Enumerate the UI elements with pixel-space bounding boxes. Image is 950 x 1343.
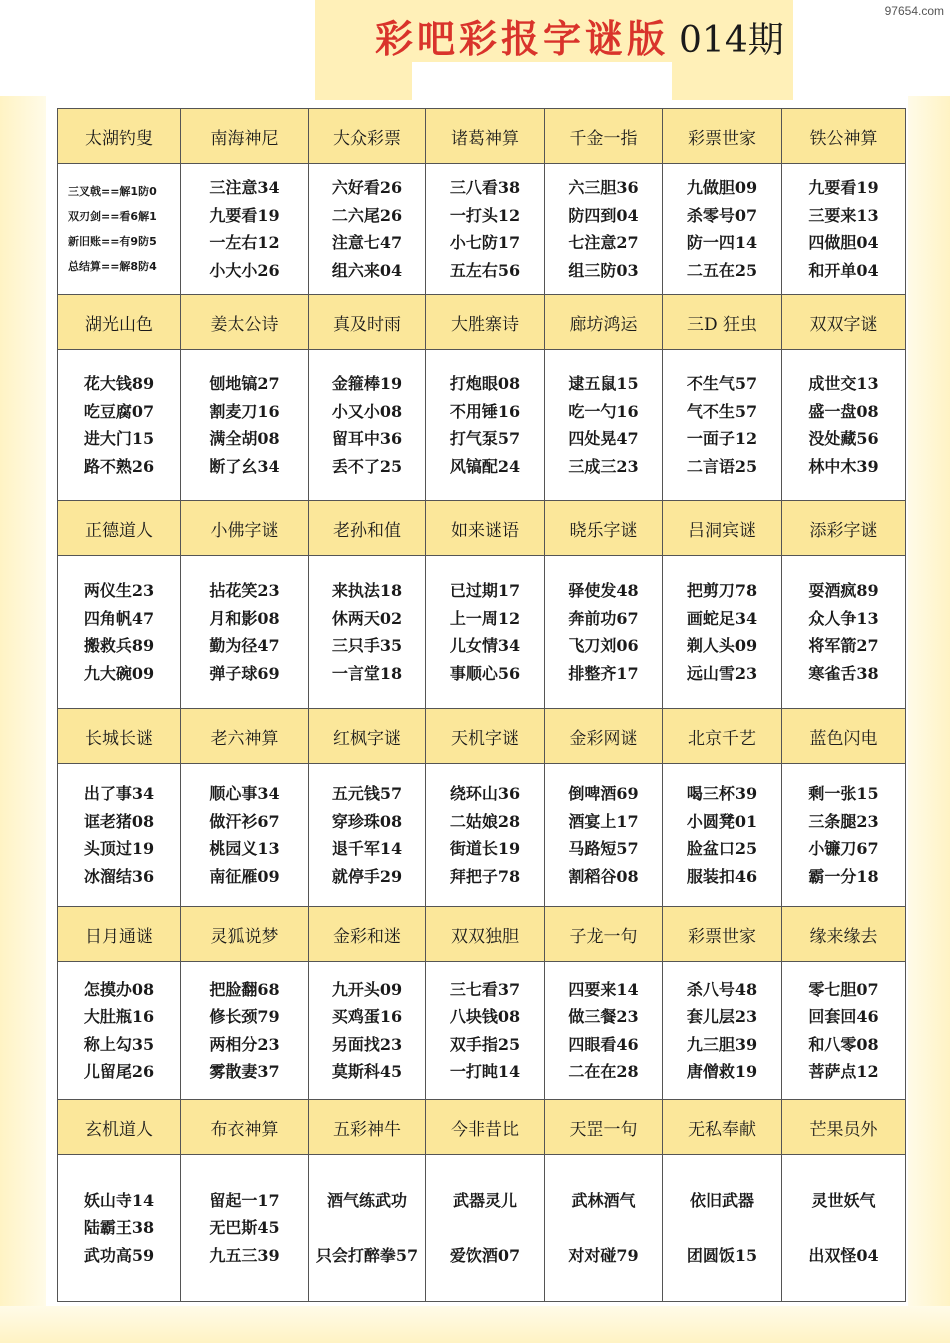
riddle-cell bbox=[782, 764, 906, 907]
riddle-line: 把剪刀78 bbox=[686, 581, 758, 600]
riddle-line: 寒雀舌38 bbox=[808, 663, 879, 683]
source-name: 姜太公诗 bbox=[181, 295, 309, 350]
riddle-line: 武功高59 bbox=[83, 1245, 155, 1265]
riddle-line: 武器灵儿 bbox=[452, 1190, 517, 1210]
riddle-cell bbox=[782, 164, 906, 295]
riddle-line: 倒啤酒69 bbox=[568, 784, 639, 803]
riddle-line: 爱饮酒07 bbox=[449, 1245, 521, 1265]
riddle-line: 路不熟26 bbox=[83, 456, 155, 476]
riddle-line: 诓老猪08 bbox=[83, 811, 155, 831]
source-name: 吕洞宾谜 bbox=[663, 501, 782, 556]
riddle-cell bbox=[426, 350, 545, 501]
source-name: 湖光山色 bbox=[58, 295, 181, 350]
source-name: 布衣神算 bbox=[181, 1100, 309, 1155]
riddle-line: 来执法18 bbox=[331, 581, 403, 600]
riddle-row bbox=[58, 164, 906, 295]
riddle-cell bbox=[545, 962, 663, 1100]
riddle-line: 二姑娘28 bbox=[449, 811, 521, 831]
riddle-cell bbox=[309, 764, 426, 907]
source-name: 天机字谜 bbox=[426, 709, 545, 764]
riddle-line: 丢不了25 bbox=[331, 456, 403, 476]
riddle-line: 驿使发48 bbox=[568, 581, 639, 600]
riddle-line: 组三防03 bbox=[568, 260, 639, 280]
riddle-cell bbox=[309, 1155, 426, 1302]
riddle-line: 大肚瓶16 bbox=[83, 1007, 155, 1026]
source-name: 小佛字谜 bbox=[181, 501, 309, 556]
riddle-line: 已过期17 bbox=[449, 581, 521, 600]
source-name: 蓝色闪电 bbox=[782, 709, 906, 764]
riddle-line: 绕环山36 bbox=[449, 784, 521, 803]
riddle-line: 小又小08 bbox=[331, 401, 403, 421]
riddle-cell bbox=[782, 962, 906, 1100]
source-name: 添彩字谜 bbox=[782, 501, 906, 556]
riddle-line: 雾散妻37 bbox=[209, 1062, 280, 1081]
riddle-line: 搬救兵89 bbox=[83, 636, 155, 655]
riddle-line: 四要来14 bbox=[568, 979, 639, 999]
riddle-line: 耍酒疯89 bbox=[808, 581, 879, 600]
riddle-line: 双刃剑==看6解1 bbox=[68, 210, 157, 223]
riddle-line: 两仪生23 bbox=[83, 581, 155, 600]
source-name: 彩票世家 bbox=[663, 109, 782, 164]
riddle-cell bbox=[545, 164, 663, 295]
riddle-cell bbox=[426, 164, 545, 295]
riddle-cell bbox=[663, 764, 782, 907]
riddle-cell bbox=[181, 1155, 309, 1302]
riddle-cell bbox=[545, 764, 663, 907]
riddle-line: 打气泵57 bbox=[449, 429, 521, 448]
riddle-line bbox=[663, 1214, 781, 1242]
section-header-row bbox=[58, 1100, 906, 1155]
riddle-cell bbox=[663, 164, 782, 295]
riddle-row bbox=[58, 962, 906, 1100]
riddle-line: 对对碰79 bbox=[568, 1245, 639, 1265]
riddle-row bbox=[58, 556, 906, 709]
riddle-line: 依旧武器 bbox=[689, 1190, 754, 1210]
riddle-line: 休两天02 bbox=[331, 608, 403, 628]
source-name: 老六神算 bbox=[181, 709, 309, 764]
riddle-line: 修长颈79 bbox=[209, 1007, 280, 1026]
riddle-line: 儿留尾26 bbox=[83, 1062, 155, 1081]
source-name: 真及时雨 bbox=[309, 295, 426, 350]
riddle-line: 儿女情34 bbox=[449, 636, 521, 655]
riddle-cell bbox=[309, 164, 426, 295]
riddle-cell bbox=[782, 350, 906, 501]
riddle-line: 九做胆09 bbox=[686, 178, 758, 197]
riddle-line: 顺心事34 bbox=[209, 784, 280, 803]
source-name: 金彩网谜 bbox=[545, 709, 663, 764]
riddle-line: 九要看19 bbox=[209, 205, 280, 225]
riddle-line: 唐僧救19 bbox=[686, 1062, 758, 1081]
source-name: 双双字谜 bbox=[782, 295, 906, 350]
riddle-line: 酒宴上17 bbox=[568, 811, 639, 831]
source-name: 大众彩票 bbox=[309, 109, 426, 164]
riddle-line: 双手指25 bbox=[449, 1034, 521, 1054]
source-name: 诸葛神算 bbox=[426, 109, 545, 164]
riddle-line: 勤为径47 bbox=[209, 636, 280, 655]
riddle-line: 一打盹14 bbox=[449, 1062, 521, 1081]
riddle-line: 和开单04 bbox=[808, 260, 879, 280]
riddle-line: 拜把子78 bbox=[449, 866, 521, 886]
riddle-line: 菩萨点12 bbox=[808, 1062, 879, 1081]
riddle-row bbox=[58, 764, 906, 907]
source-name: 铁公神算 bbox=[782, 109, 906, 164]
section-header-row bbox=[58, 709, 906, 764]
riddle-cell bbox=[426, 764, 545, 907]
riddle-line: 和八零08 bbox=[808, 1034, 879, 1054]
riddle-line: 回套回46 bbox=[808, 1007, 879, 1026]
riddle-line: 花大钱89 bbox=[83, 374, 155, 393]
riddle-cell bbox=[663, 1155, 782, 1302]
riddle-line: 九大碗09 bbox=[83, 663, 155, 683]
riddle-cell bbox=[663, 350, 782, 501]
riddle-line: 一左右12 bbox=[209, 233, 280, 252]
riddle-grid bbox=[57, 108, 906, 1302]
title-text: 彩吧彩报字谜版 bbox=[375, 16, 670, 61]
riddle-line: 三叉戟==解1防0 bbox=[68, 185, 157, 198]
riddle-line: 五左右56 bbox=[449, 260, 521, 280]
riddle-line: 不生气57 bbox=[686, 374, 758, 393]
source-name: 红枫字谜 bbox=[309, 709, 426, 764]
riddle-line: 南征雁09 bbox=[209, 866, 280, 886]
riddle-line: 留耳中36 bbox=[331, 429, 403, 448]
riddle-line: 气不生57 bbox=[686, 401, 758, 421]
riddle-line: 三要来13 bbox=[808, 205, 879, 225]
riddle-line: 三八看38 bbox=[449, 178, 521, 197]
riddle-cell bbox=[426, 556, 545, 709]
riddle-line: 吃豆腐07 bbox=[83, 401, 155, 421]
riddle-line: 九开头09 bbox=[331, 979, 403, 999]
riddle-line: 二五在25 bbox=[686, 260, 758, 280]
riddle-line: 做汗衫67 bbox=[209, 811, 280, 831]
riddle-line: 三注意34 bbox=[209, 178, 280, 197]
riddle-line: 九五三39 bbox=[209, 1245, 280, 1265]
riddle-cell bbox=[309, 962, 426, 1100]
riddle-line: 割麦刀16 bbox=[209, 401, 280, 421]
riddle-line: 九要看19 bbox=[808, 178, 879, 197]
riddle-line: 吃一勺16 bbox=[568, 401, 639, 421]
source-name: 三D 狂虫 bbox=[663, 295, 782, 350]
riddle-cell bbox=[545, 556, 663, 709]
riddle-line: 酒气练武功 bbox=[326, 1190, 407, 1210]
riddle-line: 注意七47 bbox=[331, 233, 403, 252]
section-header-row bbox=[58, 295, 906, 350]
riddle-line: 远山雪23 bbox=[686, 663, 758, 683]
source-name: 玄机道人 bbox=[58, 1100, 181, 1155]
riddle-line: 退千军14 bbox=[331, 839, 403, 858]
riddle-line: 满全胡08 bbox=[209, 429, 280, 448]
riddle-line: 割稻谷08 bbox=[568, 866, 639, 886]
riddle-line: 八块钱08 bbox=[449, 1007, 521, 1026]
source-name: 千金一指 bbox=[545, 109, 663, 164]
riddle-line: 五元钱57 bbox=[331, 784, 403, 803]
riddle-line: 两相分23 bbox=[209, 1034, 280, 1054]
riddle-line: 做三餐23 bbox=[568, 1007, 639, 1026]
riddle-line: 冰溜结36 bbox=[83, 866, 155, 886]
riddle-line: 三条腿23 bbox=[808, 811, 879, 831]
riddle-line: 一面子12 bbox=[686, 429, 758, 448]
source-name: 太湖钓叟 bbox=[58, 109, 181, 164]
source-name: 芒果员外 bbox=[782, 1100, 906, 1155]
riddle-line: 脸盆口25 bbox=[686, 839, 758, 858]
riddle-line: 桃园义13 bbox=[209, 839, 280, 858]
right-decor-band bbox=[908, 96, 950, 1326]
riddle-line: 出双怪04 bbox=[808, 1245, 879, 1265]
riddle-line: 防一四14 bbox=[686, 233, 758, 252]
riddle-line: 盛一盘08 bbox=[808, 401, 879, 421]
riddle-cell bbox=[782, 556, 906, 709]
riddle-line: 排整齐17 bbox=[568, 663, 639, 683]
riddle-line: 四眼看46 bbox=[568, 1034, 639, 1054]
riddle-line: 杀八号48 bbox=[686, 979, 758, 999]
source-name: 长城长谜 bbox=[58, 709, 181, 764]
source-name: 五彩神牛 bbox=[309, 1100, 426, 1155]
riddle-cell bbox=[426, 962, 545, 1100]
riddle-cell bbox=[545, 350, 663, 501]
riddle-line: 武林酒气 bbox=[571, 1190, 636, 1210]
source-name: 今非昔比 bbox=[426, 1100, 545, 1155]
riddle-cell bbox=[181, 556, 309, 709]
riddle-line: 进大门15 bbox=[83, 429, 155, 448]
riddle-cell bbox=[58, 962, 181, 1100]
riddle-line: 众人争13 bbox=[808, 608, 879, 628]
riddle-line: 团圆饭15 bbox=[686, 1245, 758, 1265]
source-name: 彩票世家 bbox=[663, 907, 782, 962]
source-name: 廊坊鸿运 bbox=[545, 295, 663, 350]
riddle-line: 四处晃47 bbox=[568, 429, 639, 448]
source-name: 老孙和值 bbox=[309, 501, 426, 556]
riddle-line: 买鸡蛋16 bbox=[331, 1007, 403, 1026]
riddle-cell bbox=[181, 164, 309, 295]
riddle-line: 陆霸王38 bbox=[83, 1218, 155, 1238]
riddle-line: 风镐配24 bbox=[449, 456, 521, 476]
riddle-line bbox=[309, 1214, 425, 1242]
riddle-line bbox=[426, 1214, 544, 1242]
riddle-line: 妖山寺14 bbox=[83, 1190, 155, 1210]
riddle-cell bbox=[782, 1155, 906, 1302]
riddle-line: 二六尾26 bbox=[331, 205, 403, 225]
issue-number: 014期 bbox=[679, 20, 784, 61]
riddle-line: 剃人头09 bbox=[686, 636, 758, 655]
riddle-line: 小圆凳01 bbox=[686, 811, 758, 831]
riddle-line: 把脸翻68 bbox=[209, 979, 280, 999]
riddle-line: 套儿层23 bbox=[686, 1007, 758, 1026]
riddle-line: 小镰刀67 bbox=[808, 839, 879, 858]
riddle-line: 四做胆04 bbox=[808, 233, 879, 252]
source-name: 北京千艺 bbox=[663, 709, 782, 764]
riddle-line: 金箍棒19 bbox=[331, 374, 403, 393]
source-name: 南海神尼 bbox=[181, 109, 309, 164]
riddle-line: 灵世妖气 bbox=[811, 1190, 876, 1210]
riddle-line: 七注意27 bbox=[568, 233, 639, 252]
left-decor-band bbox=[0, 96, 46, 1326]
riddle-line: 称上勾35 bbox=[83, 1034, 155, 1054]
riddle-row bbox=[58, 350, 906, 501]
riddle-line: 只会打醉拳57 bbox=[315, 1245, 419, 1265]
riddle-line: 事顺心56 bbox=[449, 663, 521, 683]
riddle-line: 留起一17 bbox=[209, 1190, 280, 1210]
riddle-line: 不用锤16 bbox=[449, 401, 521, 421]
riddle-line: 九三胆39 bbox=[686, 1034, 758, 1054]
riddle-line: 喝三杯39 bbox=[686, 784, 758, 803]
riddle-line: 莫斯科45 bbox=[331, 1062, 403, 1081]
section-header-row bbox=[58, 109, 906, 164]
source-name: 子龙一句 bbox=[545, 907, 663, 962]
riddle-line: 六好看26 bbox=[331, 178, 403, 197]
riddle-line: 林中木39 bbox=[808, 456, 879, 476]
riddle-line: 三七看37 bbox=[449, 979, 521, 999]
source-name: 灵狐说梦 bbox=[181, 907, 309, 962]
riddle-line: 怎摸办08 bbox=[83, 979, 155, 999]
riddle-cell bbox=[426, 1155, 545, 1302]
bottom-decor-band bbox=[0, 1306, 950, 1343]
riddle-line: 头顶过19 bbox=[83, 839, 155, 858]
riddle-line: 成世交13 bbox=[808, 374, 879, 393]
riddle-line: 街道长19 bbox=[449, 839, 521, 858]
title-white-strip bbox=[412, 62, 672, 100]
riddle-line: 断了幺34 bbox=[209, 456, 280, 476]
riddle-line: 奔前功67 bbox=[568, 608, 639, 628]
riddle-line: 霸一分18 bbox=[808, 866, 879, 886]
source-name: 金彩和迷 bbox=[309, 907, 426, 962]
riddle-line: 六三胆36 bbox=[568, 178, 639, 197]
riddle-line: 另面找23 bbox=[331, 1034, 403, 1054]
riddle-line bbox=[545, 1214, 662, 1242]
riddle-line: 服装扣46 bbox=[686, 866, 758, 886]
source-name: 缘来缘去 bbox=[782, 907, 906, 962]
riddle-line: 拈花笑23 bbox=[209, 581, 280, 600]
riddle-line: 二在在28 bbox=[568, 1062, 639, 1081]
riddle-cell bbox=[58, 1155, 181, 1302]
section-header-row bbox=[58, 907, 906, 962]
source-name: 晓乐字谜 bbox=[545, 501, 663, 556]
riddle-line: 新旧账==有9防5 bbox=[68, 235, 157, 248]
riddle-line: 组六来04 bbox=[331, 260, 403, 280]
riddle-line: 逮五鼠15 bbox=[568, 374, 639, 393]
source-name: 双双独胆 bbox=[426, 907, 545, 962]
riddle-cell bbox=[663, 556, 782, 709]
riddle-cell bbox=[58, 764, 181, 907]
riddle-line: 一言堂18 bbox=[331, 663, 403, 683]
riddle-cell bbox=[309, 556, 426, 709]
riddle-line: 无巴斯45 bbox=[209, 1218, 280, 1238]
section-header-row bbox=[58, 501, 906, 556]
riddle-cell bbox=[181, 350, 309, 501]
riddle-line: 二言语25 bbox=[686, 456, 758, 476]
riddle-line: 小大小26 bbox=[209, 260, 280, 280]
riddle-line: 防四到04 bbox=[568, 205, 639, 225]
riddle-line: 零七胆07 bbox=[808, 979, 879, 999]
source-name: 无私奉献 bbox=[663, 1100, 782, 1155]
riddle-cell bbox=[58, 556, 181, 709]
riddle-line: 上一周12 bbox=[449, 608, 521, 628]
riddle-line: 月和影08 bbox=[209, 608, 280, 628]
riddle-line: 杀零号07 bbox=[686, 205, 758, 225]
riddle-row bbox=[58, 1155, 906, 1302]
watermark: 97654.com bbox=[884, 4, 944, 18]
riddle-cell bbox=[663, 962, 782, 1100]
riddle-cell bbox=[181, 764, 309, 907]
riddle-line: 出了事34 bbox=[83, 784, 155, 803]
source-name: 天罡一句 bbox=[545, 1100, 663, 1155]
riddle-line: 一打头12 bbox=[449, 205, 521, 225]
riddle-line: 剩一张15 bbox=[808, 784, 879, 803]
riddle-line: 三只手35 bbox=[331, 636, 403, 655]
riddle-line: 马路短57 bbox=[568, 839, 639, 858]
riddle-line bbox=[782, 1214, 905, 1242]
riddle-line: 就停手29 bbox=[331, 866, 403, 886]
source-name: 如来谜语 bbox=[426, 501, 545, 556]
riddle-line: 将军箭27 bbox=[808, 636, 879, 655]
riddle-line: 总结算==解8防4 bbox=[68, 260, 157, 273]
source-name: 大胜寨诗 bbox=[426, 295, 545, 350]
riddle-line: 穿珍珠08 bbox=[331, 811, 403, 831]
riddle-line: 四角帆47 bbox=[83, 608, 155, 628]
page-title bbox=[375, 14, 784, 64]
riddle-cell bbox=[58, 350, 181, 501]
riddle-cell bbox=[58, 164, 181, 295]
riddle-line: 打炮眼08 bbox=[449, 374, 521, 393]
riddle-cell bbox=[309, 350, 426, 501]
riddle-cell bbox=[545, 1155, 663, 1302]
riddle-line: 没处藏56 bbox=[808, 429, 879, 448]
riddle-line: 三成三23 bbox=[568, 456, 639, 476]
riddle-cell bbox=[181, 962, 309, 1100]
riddle-line: 飞刀刘06 bbox=[568, 636, 639, 655]
riddle-line: 小七防17 bbox=[449, 233, 521, 252]
source-name: 正德道人 bbox=[58, 501, 181, 556]
riddle-line: 刨地镐27 bbox=[209, 374, 280, 393]
source-name: 日月通谜 bbox=[58, 907, 181, 962]
riddle-line: 画蛇足34 bbox=[686, 608, 758, 628]
riddle-line: 弹子球69 bbox=[209, 663, 280, 683]
